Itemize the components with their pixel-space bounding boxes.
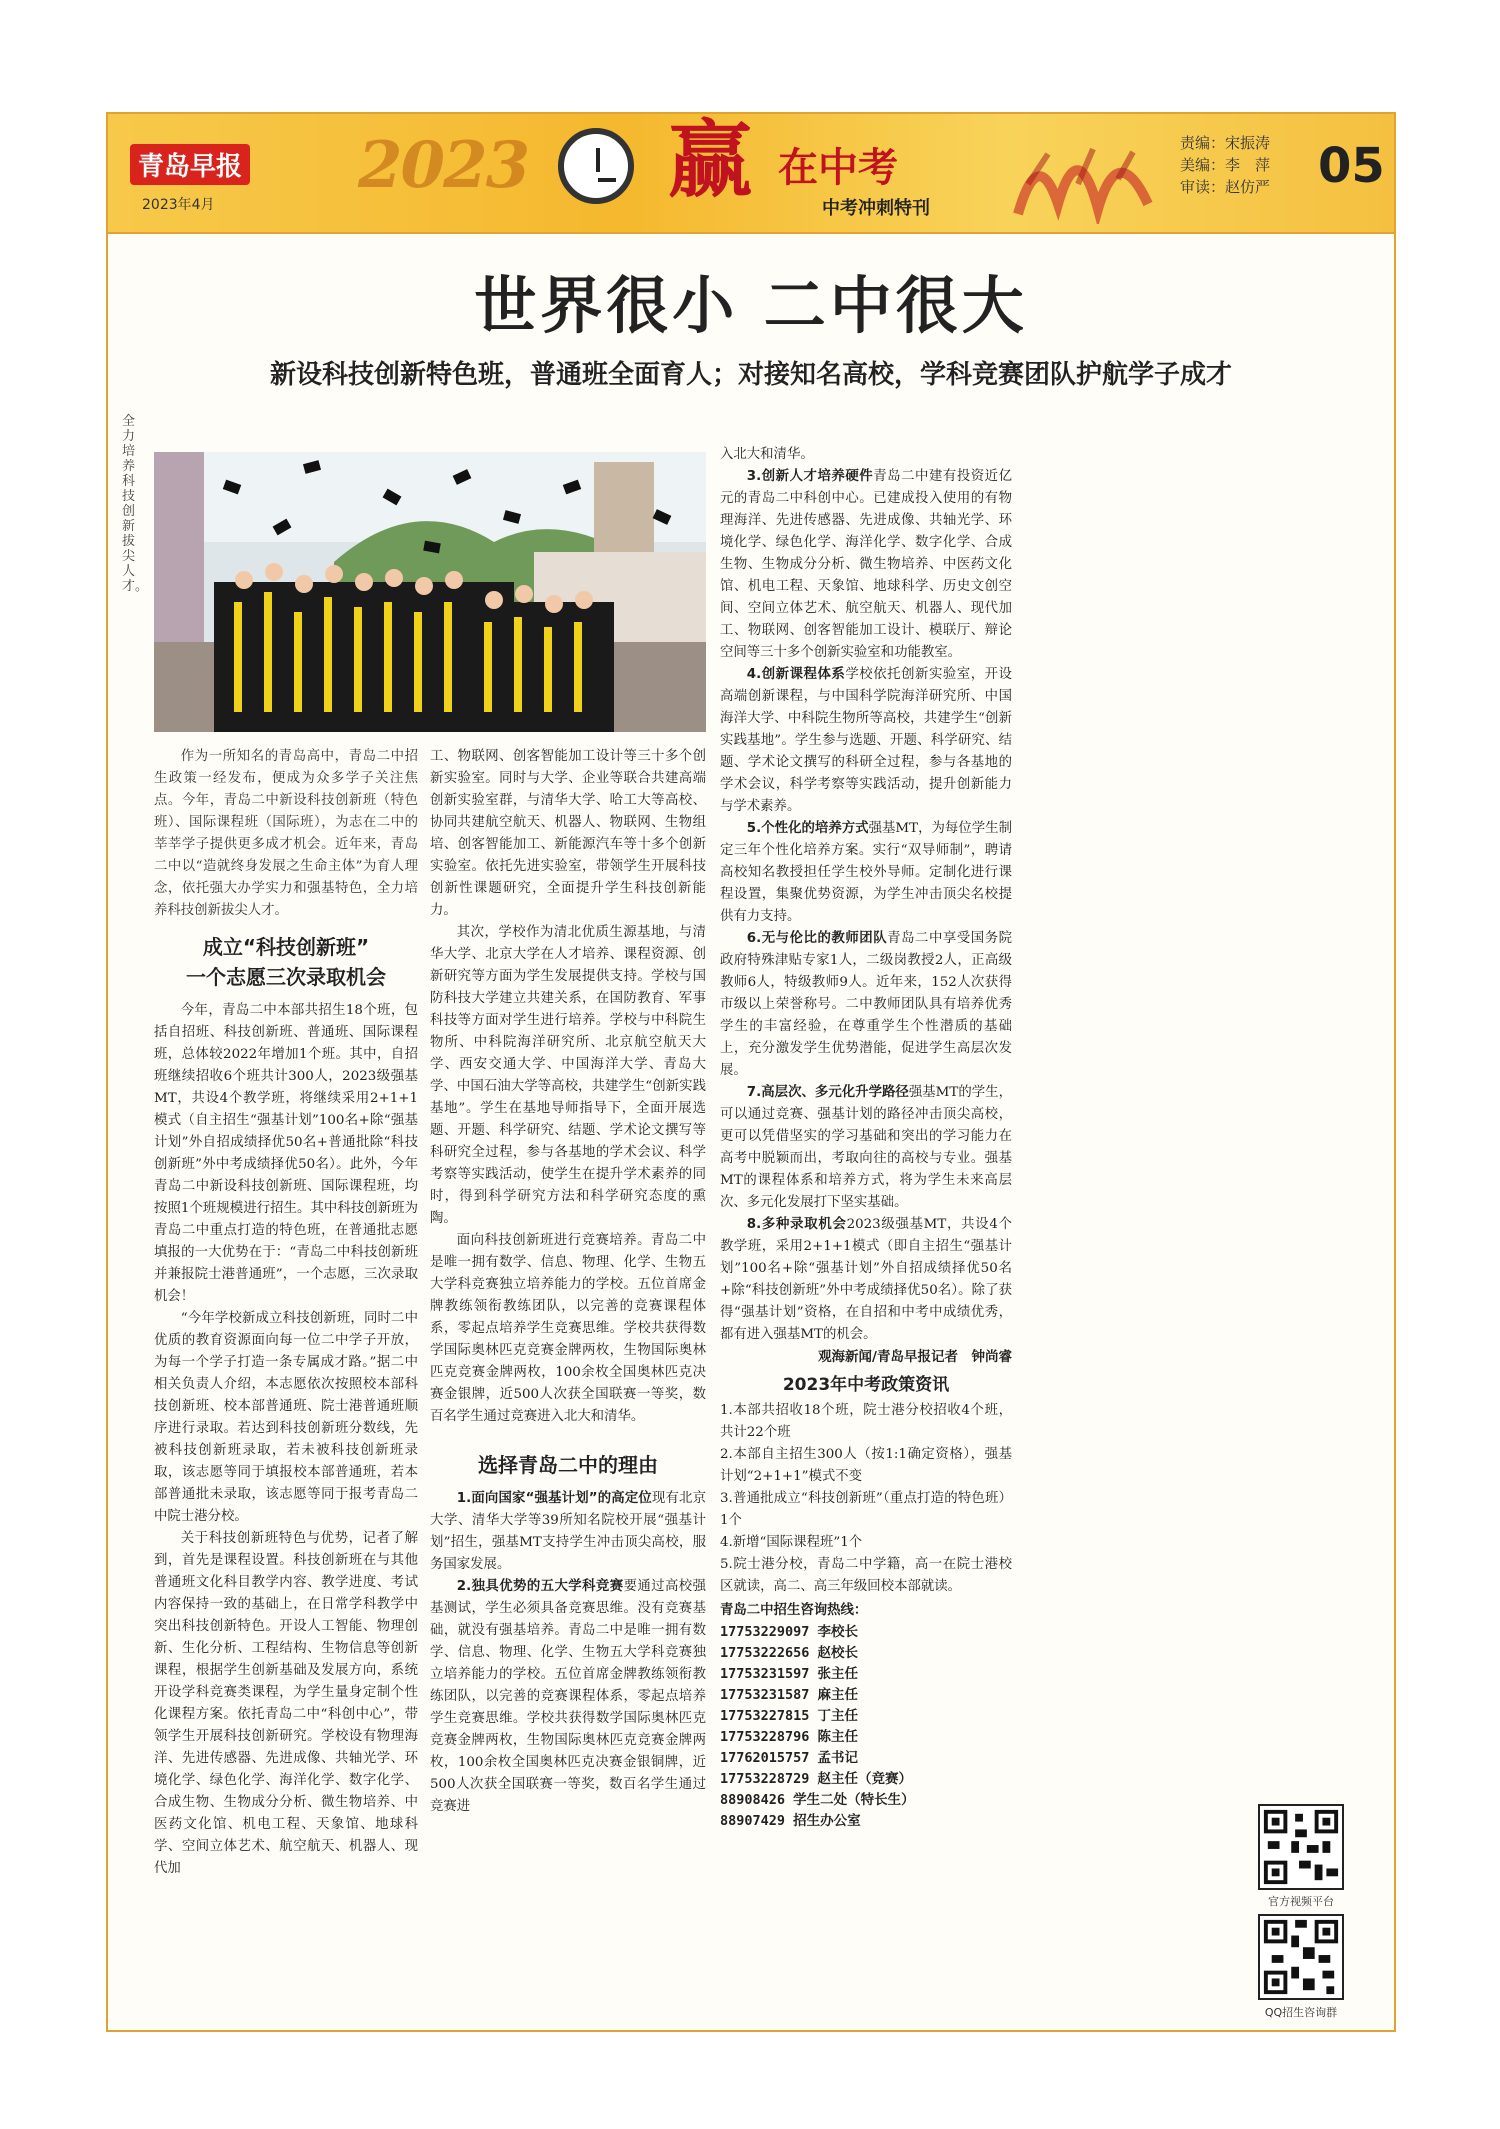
phone-entry: 17753231587 麻主任 [720, 1687, 859, 1703]
art-editor: 美编：李 萍 [1180, 156, 1271, 174]
phone-entry: 17753229097 李校长 [720, 1624, 859, 1640]
photo-caption: 全力培养科技创新拔尖人才。 [122, 414, 149, 594]
column-2 [430, 746, 706, 1818]
paragraph: 面向科技创新班进行竞赛培养。青岛二中是唯一拥有数学、信息、物理、化学、生物五大学科竞赛独立培养能力的学校。五位首席金牌教练领衔教练团队，以完善的竞赛课程体系，零起点培养学生竞赛思维。学校共获得数学国际奥林匹克竞赛金牌两枚，生物国际奥林匹克竞赛金牌两枚，100余枚全国奥林匹克决赛金银牌，近500人次获全国联赛一等奖，数百名学生通过竞赛进入北大和清华。 [430, 1233, 706, 1424]
banner-zaizhongkao: 在中考 [778, 144, 898, 191]
hotline-list [720, 1622, 1012, 1832]
page-banner [108, 114, 1394, 234]
banner-ying: 赢 [668, 114, 753, 209]
reason-5-text: 强基MT，为每位学生制定三年个性化培养方案。实行“双导师制”，聘请高校知名教授担任学生校外导师。定制化进行课程设置，集聚优势资源，为学生冲击顶尖名校提供有力支持。 [720, 821, 1012, 924]
section-heading-1 [154, 932, 418, 992]
reason-1-text: 现有北京大学、清华大学等39所知名院校开展“强基计划”招生，强基MT支持学生冲击顶尖高校，服务国家发展。 [430, 1491, 706, 1572]
special-edition-label: 中考冲刺特刊 [822, 198, 930, 219]
reason-2-title: 2.独具优势的五大学科竞赛 [456, 1579, 624, 1594]
reason-4 [720, 664, 1012, 818]
qq-group-qr-code-icon[interactable] [1258, 1914, 1344, 2000]
byline: 观海新闻/青岛早报记者 钟尚睿 [818, 1349, 1012, 1365]
policy-item: 5.院士港分校，青岛二中学籍，高一在院士港校区就读，高二、高三年级回校本部就读。 [720, 1557, 1012, 1594]
paragraph: 其次，学校作为清北优质生源基地，与清华大学、北京大学在人才培养、课程资源、创新研究等方面为学生发展提供支持。学校与国防科技大学建立共建关系，在国防教育、军事科技等方面对学生进行培养。学校与中科院生物所、中科院海洋研究所、北京航空航天大学、西安交通大学、中国海洋大学、青岛大学、中国石油大学等高校，共建学生“创新实践基地”。学生在基地导师指导下，全面开展选题、开题、科学研究、结题、学术论文撰写等科研究全过程，参与各基地的学术会议、科学考察等实践活动，使学生在提升学术素养的同时，得到科学研究方法和科学研究态度的熏陶。 [430, 925, 706, 1226]
reason-1-title: 1.面向国家“强基计划”的高定位 [456, 1491, 652, 1506]
phone-entry: 17753228729 赵主任（竞赛） [720, 1771, 913, 1787]
phone-entry: 17753228796 陈主任 [720, 1729, 859, 1745]
intro-paragraph: 作为一所知名的青岛高中，青岛二中招生政策一经发布，便成为众多学子关注焦点。今年，青岛二中新设科技创新班（特色班）、国际课程班（国际班），为志在二中的莘莘学子提供更多成才机会。近年来，青岛二中以“造就终身发展之生命主体”为育人理念，依托强大办学实力和强基特色，全力培养科技创新拔尖人才。 [154, 749, 418, 918]
subheadline: 新设科技创新特色班，普通班全面育人；对接知名高校，学科竞赛团队护航学子成才 [269, 360, 1232, 390]
reason-4-text: 学校依托创新实验室，开设高端创新课程，与中国科学院海洋研究所、中国海洋大学、中科院生物所等高校，共建学生“创新实践基地”。学生参与选题、开题、科学研究、结题、学术论文撰写的科研全过程，参与各基地的学术会议，科学考察等实践活动，提升创新能力与学术素养。 [720, 667, 1012, 814]
graduation-photo [154, 452, 706, 732]
page-number: 05 [1318, 138, 1385, 194]
policy-item: 3.普通批成立“科技创新班”（重点打造的特色班）1个 [720, 1491, 1012, 1528]
reason-7 [720, 1082, 1012, 1214]
phone-entry: 17753222656 赵校长 [720, 1645, 859, 1661]
phone-entry: 17753231597 张主任 [720, 1666, 859, 1682]
paragraph: 关于科技创新班特色与优势，记者了解到，首先是课程设置。科技创新班在与其他普通班文化科目教学内容、教学进度、考试内容保持一致的基础上，在日常学科教学中突出科技创新特色。开设人工智能、物理创新、生化分析、工程结构、生物信息等创新课程，根据学生创新基础及发展方向，系统开设学科竞赛类课程，为学生量身定制个性化课程方案。依托青岛二中“科创中心”，带领学生开展科技创新研究。学校设有物理海洋、先进传感器、先进成像、共轴光学、环境化学、绿色化学、海洋化学、数字化学、合成生物、生物成分分析、微生物培养、中医药文化馆、机电工程、天象馆、地球科学、空间立体艺术、航空航天、机器人、现代加 [154, 1531, 418, 1876]
reason-6 [720, 928, 1012, 1082]
reason-5 [720, 818, 1012, 928]
newspaper-logo: 青岛早报 [130, 144, 250, 185]
policy-title: 2023年中考政策资讯 [782, 1375, 950, 1395]
phone-entry: 88907429 招生办公室 [720, 1813, 861, 1829]
decorative-brush-icon [1008, 124, 1158, 224]
alarm-clock-icon [558, 128, 634, 204]
reason-7-title: 7.高层次、多元化升学路径 [746, 1085, 909, 1100]
paragraph: “今年学校新成立科技创新班，同时二中优质的教育资源面向每一位二中学子开放，为每一个学子打造一条专属成才路。”据二中相关负责人介绍，本志愿依次按照校本部科技创新班、校本部普通班、院士港普通班顺序进行录取。若达到科技创新班分数线，先被科技创新班录取，若未被科技创新班录取，该志愿等同于填报校本部普通班，若本部普通批未录取，该志愿等同于报考青岛二中院士港分校。 [154, 1311, 418, 1524]
reason-3-text: 青岛二中建有投资近亿元的青岛二中科创中心。已建成投入使用的有物理海洋、先进传感器、先进成像、共轴光学、环境化学、绿色化学、海洋化学、数字化学、合成生物、生物成分分析、微生物培养、中医药文化馆、机电工程、天象馆、地球科学、历史文创空间、空间立体艺术、航空航天、机器人、现代加工、物联网、创客智能加工设计、模联厅、辩论空间等三十多个创新实验室和功能教室。 [720, 469, 1013, 660]
policy-item: 1.本部共招收18个班，院士港分校招收4个班，共计22个班 [720, 1403, 1012, 1440]
chief-editor: 责编：宋振涛 [1180, 134, 1271, 152]
proofreader: 审读：赵仿严 [1180, 178, 1271, 196]
reason-7-text: 强基MT的学生，可以通过竞赛、强基计划的路径冲击顶尖高校，更可以凭借坚实的学习基础和突出的学习能力在高考中脱颖而出，考取向往的高校与专业。强基MT的课程体系和培养方式，将为学生未来高层次、多元化发展打下坚实基础。 [720, 1085, 1012, 1210]
paragraph: 工、物联网、创客智能加工设计等三十多个创新实验室。同时与大学、企业等联合共建高端创新实验室群，与清华大学、哈工大等高校、协同共建航空航天、机器人、物联网、生物组培、创客智能加工、新能源汽车等十多个创新实验室。依托先进实验室，带领学生开展科技创新性课题研究，全面提升学生科技创新能力。 [430, 749, 706, 918]
reason-5-title: 5.个性化的培养方式 [746, 821, 869, 836]
reason-3 [720, 466, 1012, 664]
phone-entry: 88908426 学生二处（特长生） [720, 1792, 915, 1808]
policy-item: 4.新增“国际课程班”1个 [720, 1535, 863, 1550]
phone-entry: 17753227815 丁主任 [720, 1708, 859, 1724]
newspaper-page [106, 112, 1396, 2032]
paragraph: 今年，青岛二中本部共招生18个班，包括自招班、科技创新班、普通班、国际课程班，总体较2022年增加1个班。其中，自招班继续招收6个班共计300人，2023级强基MT，共设4个教学班，将继续采用2+1+1模式（自主招生“强基计划”100名+除“强基计划”外自招成绩择优50名+普通批除“科技创新班”外中考成绩择优50名）。此外，今年青岛二中新设科技创新班、国际课程班，均按照1个班规模进行招生。其中科技创新班为青岛二中重点打造的特色班，在普通批志愿填报的一大优势在于：“青岛二中科技创新班并兼报院士港普通班”，一个志愿，三次录取机会！ [154, 1003, 418, 1304]
phone-entry: 17762015757 孟书记 [720, 1750, 859, 1766]
section-heading-1-line1: 成立“科技创新班” [202, 935, 370, 959]
reason-4-title: 4.创新课程体系 [746, 667, 846, 682]
qr-label-video: 官方视频平台 [1268, 1895, 1334, 1908]
editors-block [1180, 132, 1270, 198]
reason-3-title: 3.创新人才培养硬件 [746, 469, 874, 484]
year-graphic: 2023 [358, 128, 529, 203]
qr-label-qq: QQ招生咨询群 [1264, 2006, 1338, 2019]
reason-8 [720, 1214, 1012, 1346]
section-heading-2: 选择青岛二中的理由 [478, 1453, 658, 1477]
paragraph: 入北大和清华。 [720, 447, 814, 462]
column-1 [154, 746, 418, 1880]
reason-6-text: 青岛二中享受国务院政府特殊津贴专家1人，二级岗教授2人，正高级教师6人，特级教师9人。近年来，152人次获得市级以上荣誉称号。二中教师团队具有培养优秀学生的丰富经验，在尊重学生个性潜质的基础上，充分激发学生优势潜能，促进学生高层次发展。 [720, 931, 1013, 1078]
video-platform-qr-code-icon[interactable] [1258, 1804, 1344, 1890]
reason-8-title: 8.多种录取机会 [746, 1217, 847, 1232]
hotline-title: 青岛二中招生咨询热线： [720, 1603, 868, 1618]
policy-item: 2.本部自主招生300人（按1:1确定资格），强基计划“2+1+1”模式不变 [720, 1447, 1012, 1484]
section-heading-1-line2: 一个志愿三次录取机会 [186, 965, 386, 989]
reason-1 [430, 1488, 706, 1576]
column-3 [720, 444, 1012, 1832]
reason-6-title: 6.无与伦比的教师团队 [746, 931, 888, 946]
reason-8-text: 2023级强基MT，共设4个教学班，采用2+1+1模式（即自主招生“强基计划”100名+除“强基计划”外自招成绩择优50名+除“科技创新班”外中考成绩择优50名）。除了获得“强基计划”资格，在自招和中考中成绩优秀，都有进入强基MT的机会。 [720, 1217, 1012, 1342]
headline: 世界很小 二中很大 [474, 269, 1028, 342]
reason-2-text: 要通过高校强基测试，学生必须具备竞赛思维。没有竞赛基础，就没有强基培养。青岛二中是唯一拥有数学、信息、物理、化学、生物五大学科竞赛独立培养能力的学校。五位首席金牌教练领衔教练团队，以完善的竞赛课程体系，零起点培养学生竞赛思维。学校共获得数学国际奥林匹克竞赛金牌两枚，生物国际奥林匹克竞赛金牌两枚，100余枚全国奥林匹克决赛金银铜牌，近500人次获全国联赛一等奖，数百名学生通过竞赛进 [430, 1579, 707, 1814]
reason-2 [430, 1576, 706, 1818]
issue-date: 2023年4月 [142, 197, 215, 213]
